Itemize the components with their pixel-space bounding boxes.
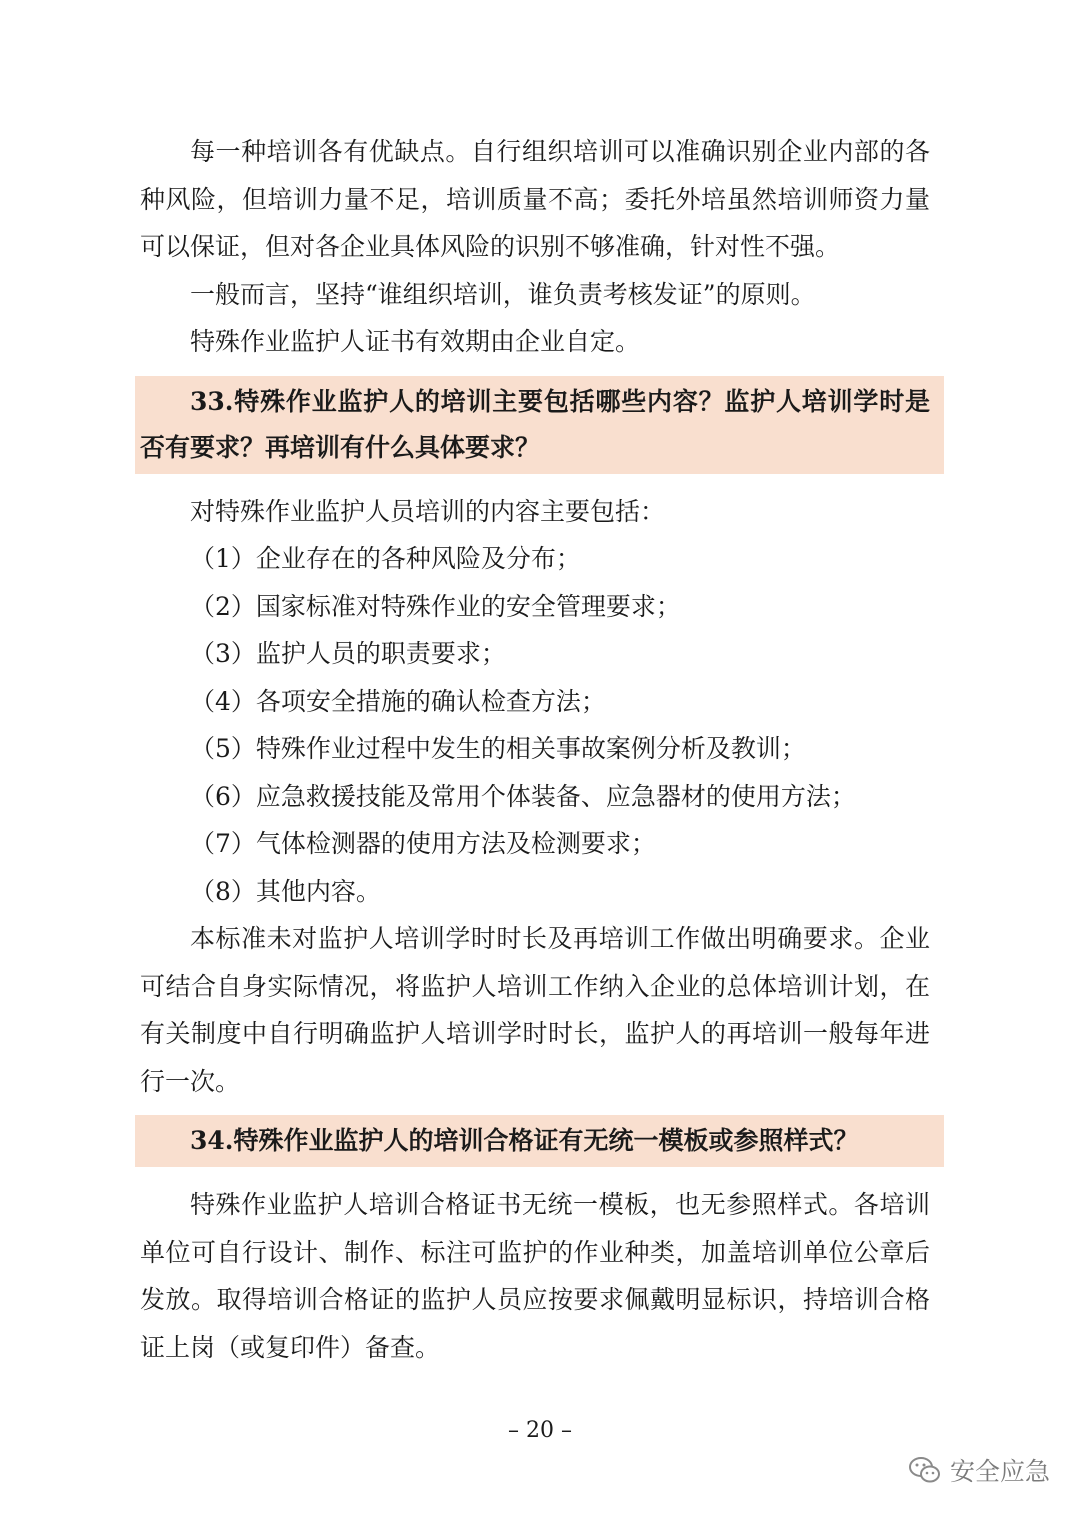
intro-paragraph-1: 每一种培训各有优缺点。自行组织培训可以准确识别企业内部的各种风险，但培训力量不足，培训质量不高；委托外培虽然培训师资力量可以保证，但对各企业具体风险的识别不够准确，针对性不强。 <box>140 137 930 261</box>
q33-item-2: （2）国家标准对特殊作业的安全管理要求； <box>190 591 681 621</box>
intro-paragraph-2: 一般而言，坚持“谁组织培训，谁负责考核发证”的原则。 <box>190 279 816 309</box>
q33-closing-paragraph: 本标准未对监护人培训学时时长及再培训工作做出明确要求。企业可结合自身实际情况，将监护人培训工作纳入企业的总体培训计划，在有关制度中自行明确监护人培训学时时长，监护人的再培训一般每年进行一次。 <box>140 924 930 1096</box>
wechat-icon <box>908 1455 942 1485</box>
watermark <box>908 1452 1050 1488</box>
document-page <box>140 128 930 1371</box>
q33-item-3: （3）监护人员的职责要求； <box>190 639 506 668</box>
q34-answer-paragraph: 特殊作业监护人培训合格证书无统一模板，也无参照样式。各培训单位可自行设计、制作、标注可监护的作业种类，加盖培训单位公章后发放。取得培训合格证的监护人员应按要求佩戴明显标识，持培训合格证上岗（或复印件）备查。 <box>140 1190 930 1362</box>
q33-lead: 对特殊作业监护人员培训的内容主要包括： <box>190 496 666 526</box>
question-34-heading: 34.特殊作业监护人的培训合格证有无统一模板或参照样式？ <box>135 1115 944 1167</box>
q33-item-4: （4）各项安全措施的确认检查方法； <box>190 686 606 716</box>
question-33-heading: 33.特殊作业监护人的培训主要包括哪些内容？监护人培训学时是否有要求？再培训有什么具体要求？ <box>135 376 944 474</box>
page-number: – 20 – <box>508 1418 572 1443</box>
q33-item-8: （8）其他内容。 <box>190 876 381 906</box>
q33-item-5: （5）特殊作业过程中发生的相关事故案例分析及教训； <box>190 734 806 763</box>
watermark-label: 安全应急 <box>949 1457 1050 1486</box>
intro-paragraph-3: 特殊作业监护人证书有效期由企业自定。 <box>190 327 641 356</box>
q33-item-7: （7）气体检测器的使用方法及检测要求； <box>190 829 656 858</box>
q33-item-6: （6）应急救援技能及常用个体装备、应急器材的使用方法； <box>190 781 856 811</box>
q33-item-1: （1）企业存在的各种风险及分布； <box>190 544 581 573</box>
